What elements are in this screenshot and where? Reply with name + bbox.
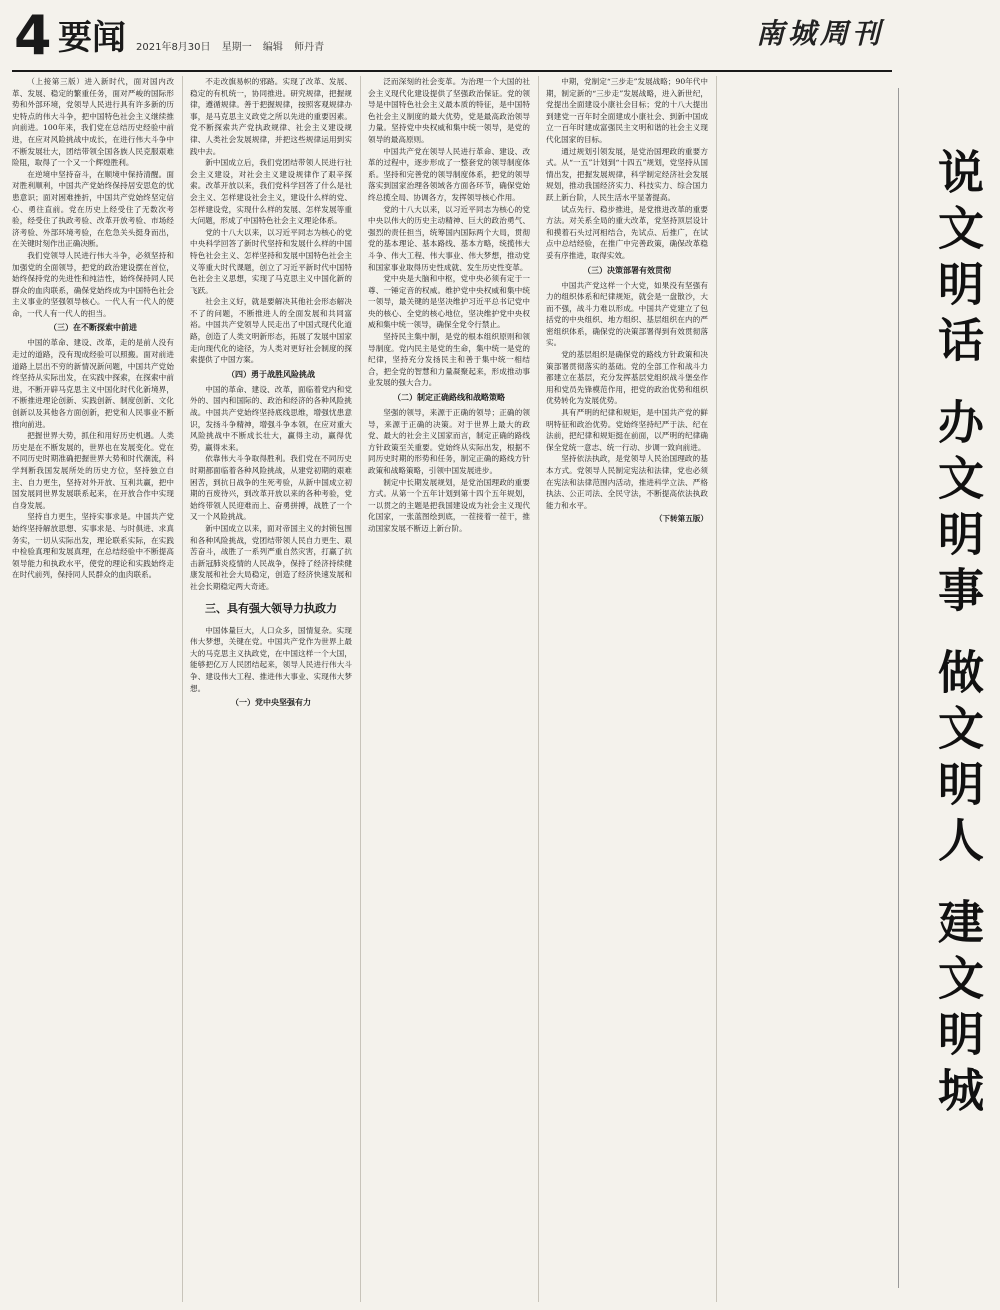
article-paragraph: 不走改旗易帜的邪路。实现了改革、发展、稳定的有机统一，协同推进。研究规律，把握规律，遵循规律。善于把握规律，按照客观规律办事，是马克思主义政党之所以先进的重要因素。党不断探索共产党执政规律、社会主义建设规律、人类社会发展规律，并把这些规律运用到实践中去。 <box>190 77 352 156</box>
article-column <box>546 76 708 1302</box>
article-paragraph: 中国共产党这样一个大党，如果没有坚强有力的组织体系和纪律规矩，就会是一盘散沙，大而不强，战斗力难以形成。中国共产党建立了包括党的中央组织、地方组织、基层组织在内的严密组织体系，确保党的决策部署得到有效贯彻落实。 <box>546 280 708 348</box>
article-paragraph: 社会主义好，就是要解决其他社会形态解决不了的问题，不断推进人的全面发展和共同富裕。中国共产党领导人民走出了中国式现代化道路，创造了人类文明新形态，拓展了发展中国家走向现代化的途径，为人类对更好社会制度的探索提供了中国方案。 <box>190 297 352 365</box>
article-paragraph: 党的十八大以来，以习近平同志为核心的党中央科学回答了新时代坚持和发展什么样的中国特色社会主义、怎样坚持和发展中国特色社会主义等重大时代课题，创立了习近平新时代中国特色社会主义思想，实现了马克思主义中国化新的飞跃。 <box>190 227 352 295</box>
article-subheading: （二）制定正确路线和战略策略 <box>393 393 505 403</box>
masthead-logo: 南城周刊 <box>755 17 884 50</box>
editor-name: 师丹青 <box>294 42 325 53</box>
article-paragraph: 依靠伟大斗争取得胜利。我们党在不同历史时期都面临着各种风险挑战，从建党初期的艰难困苦，到抗日战争的生死考验，从新中国成立初期的百废待兴，到改革开放以来的各种考验，党始终带领人民迎难而上、奋勇拼搏，战胜了一个又一个风险挑战。 <box>190 454 352 522</box>
slogan-banner <box>898 88 995 1288</box>
article-paragraph: 新中国成立以来，面对帝国主义的封锁包围和各种风险挑战，党团结带领人民自力更生、艰苦奋斗，战胜了一系列严重自然灾害，打赢了抗击新冠肺炎疫情的人民战争，保持了经济持续健康发展和社会大局稳定，创造了经济快速发展和社会长期稳定两大奇迹。 <box>190 523 352 591</box>
article-paragraph: 新中国成立后，我们党团结带领人民进行社会主义建设，对社会主义建设规律作了艰辛探索。改革开放以来，我们党科学回答了什么是社会主义、怎样建设社会主义，建设什么样的党、怎样建设党，实现什么样的发展、怎样发展等重大问题，形成了中国特色社会主义理论体系。 <box>190 158 352 226</box>
article-subheading: 三、具有强大领导力执政力 <box>205 601 337 615</box>
article-paragraph: 中国的革命、建设、改革，面临着党内和党外的、国内和国际的、政治和经济的各种风险挑战。中国共产党始终坚持底线思维，增强忧患意识，发扬斗争精神，增强斗争本领，在应对重大风险挑战中不断成长壮大，赢得主动，赢得优势，赢得未来。 <box>190 384 352 452</box>
article-subheading: （一）党中央坚强有力 <box>231 698 311 708</box>
article-paragraph: 坚强的领导，来源于正确的领导；正确的领导，来源于正确的决策。对于世界上最大的政党、最大的社会主义国家而言，制定正确的路线方针政策至关重要。党始终从实际出发，根据不同历史时期的形势和任务，制定正确的路线方针政策和战略策略，引领中国发展进步。 <box>368 408 530 475</box>
article-subheading: （四）勇于战胜风险挑战 <box>227 369 315 379</box>
article-paragraph: 具有严明的纪律和规矩，是中国共产党的鲜明特征和政治优势。党始终坚持纪严于法、纪在法前，把纪律和规矩挺在前面，以严明的纪律确保全党统一意志、统一行动、步调一致向前进。 <box>546 408 708 452</box>
article-paragraph: 坚持自力更生，坚持实事求是。中国共产党始终坚持解放思想、实事求是、与时俱进、求真务实，一切从实际出发，理论联系实际，在实践中检验真理和发展真理，在总结经验中不断提高领导能力和执政水平，使党的理论和实践始终走在时代前列，保持同人民群众的血肉联系。 <box>12 512 174 580</box>
article-paragraph: 我们党领导人民进行伟大斗争，必须坚持和加强党的全面领导，把党的政治建设摆在首位，始终保持党的先进性和纯洁性，始终保持同人民群众的血肉联系，确保党始终成为中国特色社会主义事业的坚强领导核心。一代人有一代人的使命，一代人有一代人的担当。 <box>12 250 174 318</box>
column-rule <box>360 76 361 1302</box>
article-column <box>190 76 352 1302</box>
article-paragraph: 把握世界大势，抓住和用好历史机遇。人类历史是在不断发展的，世界也在发展变化。党在不同历史时期准确把握世界大势和时代潮流，科学判断我国发展所处的历史方位，坚持独立自主、自力更生，坚持对外开放、互利共赢，把中国发展同世界发展联系起来，在开放合作中实现自身发展。 <box>12 431 174 510</box>
article-paragraph: 中国体量巨大，人口众多，国情复杂。实现伟大梦想，关键在党。中国共产党作为世界上最大的马克思主义执政党，在中国这样一个大国，能够把亿万人民团结起来，领导人民进行伟大斗争、建设伟大工程、推进伟大事业、实现伟大梦想。 <box>190 625 352 693</box>
article-paragraph: 坚持依法执政，是党领导人民治国理政的基本方式。党领导人民制定宪法和法律，党也必须在宪法和法律范围内活动，推进科学立法、严格执法、公正司法、全民守法，不断提高依法执政能力和水平。 <box>546 454 708 510</box>
article-paragraph: 党中央是大脑和中枢，党中央必须有定于一尊、一锤定音的权威。维护党中央权威和集中统一领导，最关键的是坚决维护习近平总书记党中央的核心、全党的核心地位，坚决维护党中央权威和集中统一领导，确保全党令行禁止。 <box>368 274 530 330</box>
article-body <box>12 76 892 1302</box>
article-subheading: （三）在不断探索中前进 <box>49 323 137 333</box>
article-paragraph: 中国共产党在领导人民进行革命、建设、改革的过程中，逐步形成了一整套党的领导制度体系。坚持和完善党的领导制度体系，把党的领导落实到国家治理各领域各方面各环节，确保党始终总揽全局、协调各方，发挥领导核心作用。 <box>368 146 530 202</box>
article-subheading: （三）决策部署有效贯彻 <box>583 265 671 275</box>
article-paragraph: （上接第三版）进入新时代，面对国内改革、发展、稳定的繁重任务，面对严峻的国际形势和外部环境，党领导人民进行具有许多新的历史特点的伟大斗争，把中国特色社会主义继续推向前进。100年来，我们党在总结历史经验中前进，在应对风险挑战中成长，在进行伟大斗争中不断发展壮大，团结带领全国各族人民克服艰难险阻，取得了一个又一个辉煌胜利。 <box>12 77 174 168</box>
article-paragraph: 在逆境中坚持奋斗，在顺境中保持清醒。面对胜利顺利，中国共产党始终保持居安思危的忧患意识；面对困难挫折，中国共产党始终坚定信心、勇往直前。党在历史上经受住了无数次考验，经受住了执政考验、改革开放考验、市场经济考验、外部环境考验，在危急关头挺身而出，在关键时刻作出正确决断。 <box>12 169 174 249</box>
article-paragraph: 中国的革命、建设、改革，走的是前人没有走过的道路，没有现成经验可以照搬。面对前进道路上层出不穷的新情况新问题，中国共产党始终坚持从实际出发，在实践中探索，在探索中前进，不断开辟马克思主义中国化时代化新境界，不断推进理论创新、实践创新、制度创新、文化创新以及其他各方面创新，把党和人民事业不断推向前进。 <box>12 338 174 429</box>
column-rule <box>538 76 539 1302</box>
editor-label: 编辑 <box>262 42 283 53</box>
article-paragraph: 试点先行、稳步推进，是党推进改革的重要方法。对关系全局的重大改革，党坚持顶层设计和摸着石头过河相结合，先试点、后推广，在试点中总结经验，在推广中完善政策，确保改革稳妥有序推进，取得实效。 <box>546 204 708 260</box>
slogan-text: 说文明话 办文明事 做文明人 建文明城 <box>931 148 985 1123</box>
article-paragraph: 中期，党制定“三步走”发展战略；90年代中期，制定新的“三步走”发展战略，进入新世纪，党提出全面建设小康社会目标；党的十八大提出到建党一百年时全面建成小康社会、到新中国成立一百年时建成富强民主文明和谐的社会主义现代化国家的目标。 <box>546 77 708 144</box>
column-rule <box>182 76 183 1302</box>
issue-weekday: 星期一 <box>221 42 252 53</box>
article-paragraph: 党的十八大以来，以习近平同志为核心的党中央以伟大的历史主动精神、巨大的政治勇气、强烈的责任担当，统筹国内国际两个大局，贯彻党的基本理论、基本路线、基本方略，统揽伟大斗争、伟大工程、伟大事业、伟大梦想，推动党和国家事业取得历史性成就、发生历史性变革。 <box>368 204 530 272</box>
article-paragraph: 坚持民主集中制，是党的根本组织原则和领导制度。党内民主是党的生命，集中统一是党的纪律，坚持充分发扬民主和善于集中统一相结合，把全党的智慧和力量凝聚起来，形成推动事业发展的强大合力。 <box>368 332 530 388</box>
article-paragraph: 制定中长期发展规划，是党治国理政的重要方式。从第一个五年计划到第十四个五年规划，一以贯之的主题是把我国建设成为社会主义现代化国家，一张蓝图绘到底，一茬接着一茬干，推动国家发展不断迈上新台阶。 <box>368 477 530 533</box>
page-header <box>12 6 892 72</box>
page-number: 4 <box>14 4 52 67</box>
section-title: 要闻 <box>58 18 126 58</box>
continued-note: （下转第五版） <box>654 514 708 524</box>
article-column <box>368 76 530 1302</box>
column-rule <box>716 76 717 1302</box>
article-paragraph: 通过规划引领发展，是党治国理政的重要方式。从“一五”计划到“十四五”规划，党坚持从国情出发，把握发展规律，科学制定经济社会发展规划，推动我国经济实力、科技实力、综合国力跃上新台阶，人民生活水平显著提高。 <box>546 146 708 202</box>
article-paragraph: 泛而深刻的社会变革。为治理一个大国的社会主义现代化建设提供了坚强政治保证。党的领导是中国特色社会主义最本质的特征，是中国特色社会主义制度的最大优势，党是最高政治领导力量。坚持党中央权威和集中统一领导，是党的领导的最高原则。 <box>368 77 530 144</box>
article-paragraph: 党的基层组织是确保党的路线方针政策和决策部署贯彻落实的基础。党的全部工作和战斗力都建立在基层，充分发挥基层党组织战斗堡垒作用和党员先锋模范作用，把党的政治优势和组织优势转化为发展优势。 <box>546 350 708 406</box>
article-column <box>12 76 174 1302</box>
issue-meta <box>136 38 332 53</box>
issue-date: 2021年8月30日 <box>136 42 211 53</box>
